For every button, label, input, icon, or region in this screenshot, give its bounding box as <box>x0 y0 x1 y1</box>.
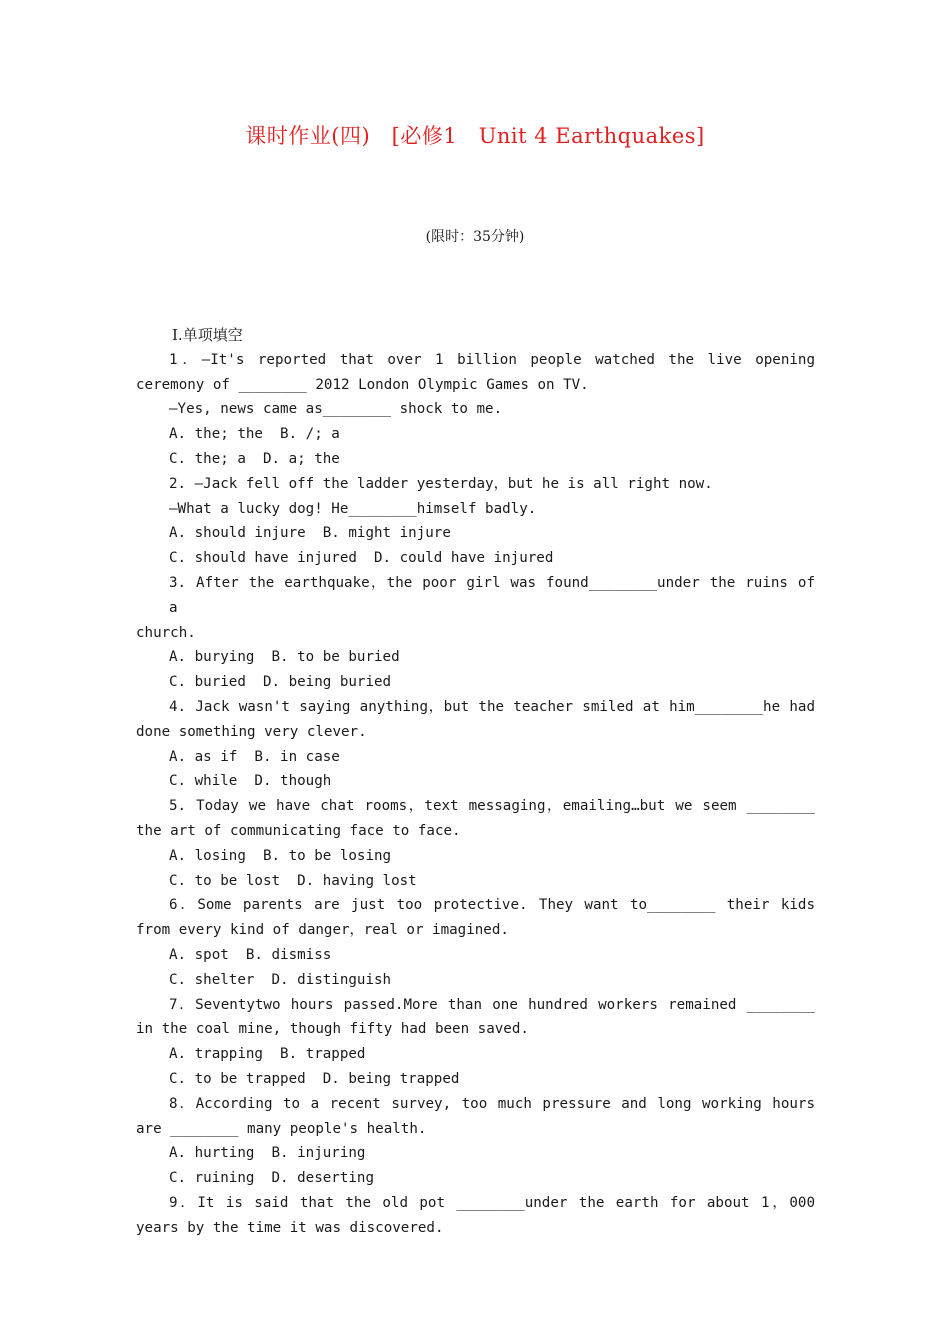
text-line: 9．It is said that the old pot ________under the earth for about 1，000 <box>169 1194 815 1211</box>
text-line: C. should have injured D. could have injured <box>169 550 554 567</box>
text-line: C. ruining D. deserting <box>169 1170 374 1187</box>
text-line: C. shelter D. distinguish <box>169 971 392 988</box>
text-line: the art of communicating face to face. <box>136 822 461 839</box>
text-line: 5. Today we have chat rooms，text messaging，emailing…but we seem ________ <box>169 798 815 815</box>
text-line: 8．According to a recent survey, too much pressure and long working hours <box>169 1095 815 1112</box>
text-line: A. losing B. to be losing <box>169 847 392 864</box>
time-limit: (限时：35分钟) <box>425 229 525 245</box>
text-line: —What a lucky dog! He________himself badly. <box>169 500 537 517</box>
text-line: church. <box>136 624 196 641</box>
question-list <box>136 348 815 1241</box>
section-heading: Ⅰ.单项填空 <box>172 326 243 344</box>
text-line: A. as if B. in case <box>169 748 340 765</box>
text-line: C. the; a D. a; the <box>169 450 340 467</box>
text-line: A. the; the B. /; a <box>169 426 340 443</box>
text-line: A. trapping B. trapped <box>169 1046 366 1063</box>
text-line: are ________ many people's health. <box>136 1120 427 1137</box>
text-line: 7．Seventytwo hours passed.More than one hundred workers remained ________ <box>169 996 815 1013</box>
page-title: 课时作业(四) [必修1 Unit 4 Earthquakes] <box>245 124 705 148</box>
text-line: from every kind of danger，real or imagined. <box>136 922 509 939</box>
text-line: A. hurting B. injuring <box>169 1145 366 1162</box>
text-line: years by the time it was discovered. <box>136 1219 444 1236</box>
text-line: done something very clever. <box>136 723 367 740</box>
text-line: A. should injure B. might injure <box>169 525 451 542</box>
text-line: 3. After the earthquake，the poor girl was found________under the ruins of a <box>169 574 815 616</box>
text-line: 1．—It's reported that over 1 billion people watched the live opening <box>169 351 815 368</box>
text-line: C. while D. though <box>169 773 332 790</box>
text-line: A. burying B. to be buried <box>169 649 400 666</box>
exercise-content <box>136 323 815 1240</box>
text-line: C. to be trapped D. being trapped <box>169 1070 460 1087</box>
text-line: C. buried D. being buried <box>169 674 392 691</box>
text-line: ceremony of ________ 2012 London Olympic Games on TV. <box>136 376 589 393</box>
text-line: 6．Some parents are just too protective. They want to________ their kids <box>169 897 815 914</box>
text-line: in the coal mine, though fifty had been saved. <box>136 1021 529 1038</box>
text-line: C. to be lost D. having lost <box>169 872 417 889</box>
text-line: 4. Jack wasn't saying anything，but the teacher smiled at him________he had <box>169 698 815 715</box>
text-line: A. spot B. dismiss <box>169 946 332 963</box>
text-line: —Yes, news came as________ shock to me. <box>169 401 503 418</box>
text-line: 2. —Jack fell off the ladder yesterday，but he is all right now. <box>169 475 713 492</box>
